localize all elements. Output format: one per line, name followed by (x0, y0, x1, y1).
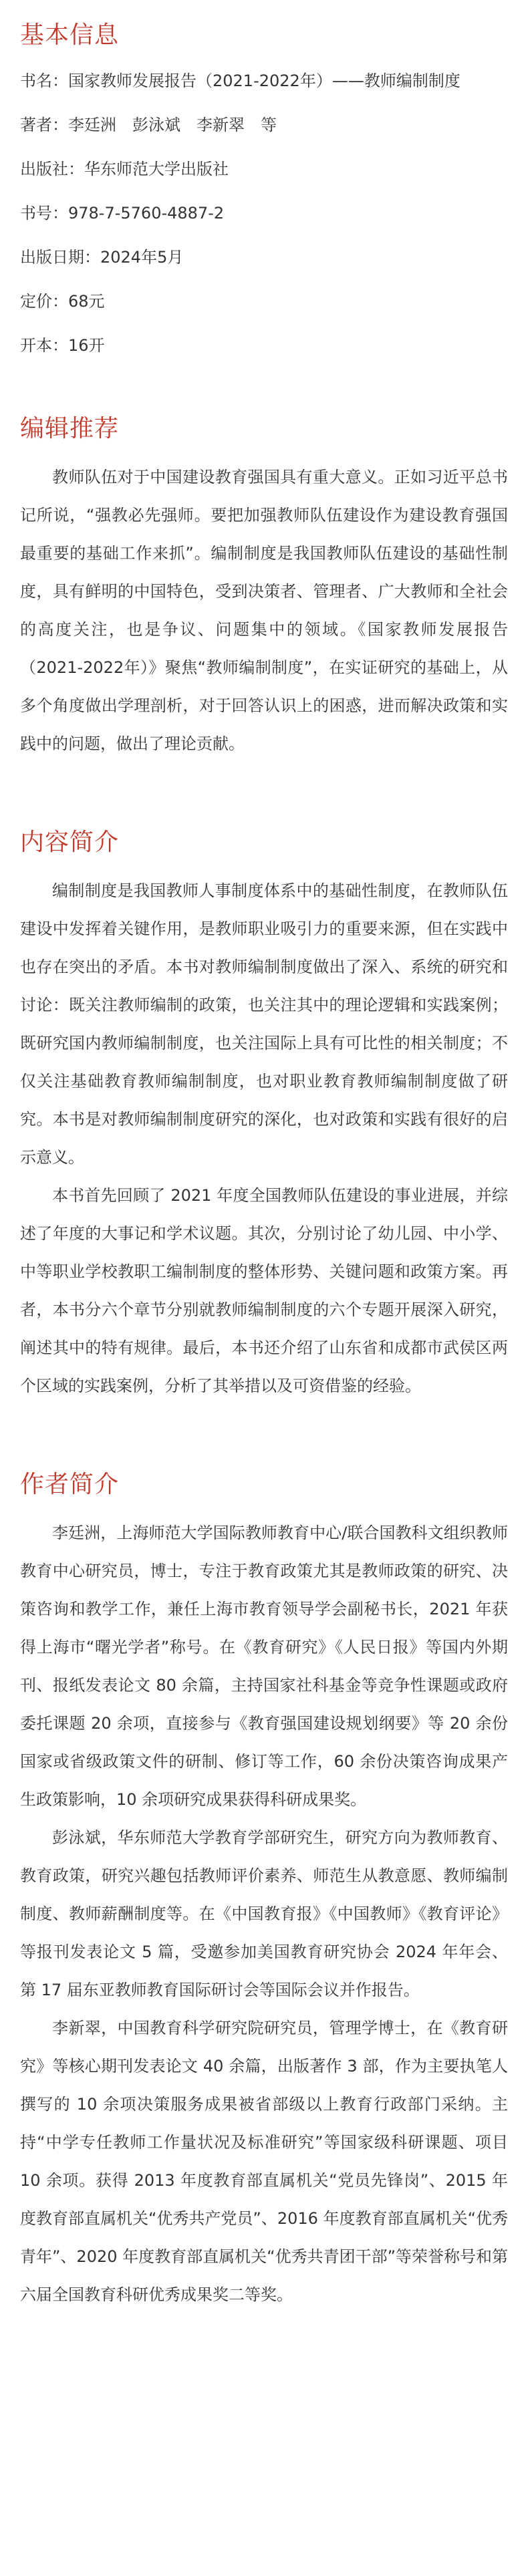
basic-info-section (20, 0, 508, 356)
book-publisher: 出版社：华东师范大学出版社 (20, 160, 229, 178)
content-summary-title: 内容简介 (20, 829, 120, 856)
content-paragraph: 本书首先回顾了 2021 年度全国教师队伍建设的事业进展，并综述了年度的大事记和学术议题。其次，分别讨论了幼儿园、中小学、中等职业学校教职工编制制度的整体形势、关键问题和政策方案。再者，本书分六个章节分别就教师编制制度的六个专题开展深入研究，阐述其中的特有规律。最后，本书还介绍了山东省和成都市武侯区两个区域的实践案例，分析了其举措以及可资借鉴的经验。 (20, 1186, 508, 1395)
content-paragraph: 编制制度是我国教师人事制度体系中的基础性制度，在教师队伍建设中发挥着关键作用，是教师职业吸引力的重要来源，但在实践中也存在突出的矛盾。本书对教师编制制度做出了深入、系统的研究和讨论：既关注教师编制的政策，也关注其中的理论逻辑和实践案例；既研究国内教师编制制度，也关注国际上具有可比性的相关制度；不仅关注基础教育教师编制制度，也对职业教育教师编制制度做了研究。本书是对教师编制制度研究的深化，也对政策和实践有很好的启示意义。 (20, 881, 508, 1167)
author-intro-section (20, 1465, 508, 2314)
content-summary-section (20, 823, 508, 1405)
editor-recommendation-title: 编辑推荐 (20, 415, 120, 442)
author-paragraph-peng-yongbin: 彭泳斌，华东师范大学教育学部研究生，研究方向为教师教育、教育政策，研究兴趣包括教师评价素养、师范生从教意愿、教师编制制度、教师薪酬制度等。在《中国教育报》《中国教师》《教育评论》等报刊发表论文 5 篇，受邀参加美国教育研究协会 2024 年年会、第 17 届东亚教师教育国际研讨会等国际会议并作报告。 (20, 1828, 508, 1999)
author-paragraph-li-xincui: 李新翠，中国教育科学研究院研究员，管理学博士，在《教育研究》等核心期刊发表论文 40 余篇，出版著作 3 部，作为主要执笔人撰写的 10 余项决策服务成果被省部级以上教育行政部门采纳。主持“中学专任教师工作量状况及标准研究”等国家级科研课题、项目 10 余项。获得 2013 年度教育部直属机关“党员先锋岗”、2015 年度教育部直属机关“优秀共产党员”、2016 年度教育部直属机关“优秀青年”、2020 年度教育部直属机关“优秀共青团干部”等荣誉称号和第六届全国教育科研优秀成果奖二等奖。 (20, 2019, 509, 2304)
basic-info-title: 基本信息 (20, 21, 120, 49)
book-authors: 著者：李廷洲 彭泳斌 李新翠 等 (20, 116, 277, 134)
author-intro-title: 作者简介 (20, 1471, 120, 1498)
book-pub-date: 出版日期：2024年5月 (20, 248, 184, 267)
book-format: 开本：16开 (20, 336, 105, 355)
editor-paragraph: 教师队伍对于中国建设教育强国具有重大意义。正如习近平总书记所说，“强教必先强师。要把加强教师队伍建设作为建设教育强国最重要的基础工作来抓”。编制制度是我国教师队伍建设的基础性制度，具有鲜明的中国特色，受到决策者、管理者、广大教师和全社会的高度关注，也是争议、问题集中的领域。《国家教师发展报告（2021-2022年）》聚焦“教师编制制度”，在实证研究的基础上，从多个角度做出学理剖析，对于回答认识上的困惑，进而解决政策和实践中的问题，做出了理论贡献。 (20, 468, 508, 753)
book-name: 书名：国家教师发展报告（2021-2022年）——教师编制制度 (20, 71, 460, 90)
author-paragraph-li-tingzhou: 李廷洲，上海师范大学国际教师教育中心/联合国教科文组织教师教育中心研究员，博士，专注于教育政策尤其是教师政策的研究、决策咨询和教学工作，兼任上海市教育领导学会副秘书长，2021 年获得上海市“曙光学者”称号。在《教育研究》《人民日报》等国内外期刊、报纸发表论文 80 余篇，主持国家社科基金等竞争性课题或政府委托课题 20 余项，直接参与《教育强国建设规划纲要》等 20 余份国家或省级政策文件的研制、修订等工作，60 余份决策咨询成果产生政策影响，10 余项研究成果获得科研成果奖。 (20, 1524, 508, 1809)
book-price: 定价：68元 (20, 292, 105, 311)
book-isbn: 书号：978-7-5760-4887-2 (20, 204, 225, 223)
editor-recommendation-section (20, 410, 508, 763)
